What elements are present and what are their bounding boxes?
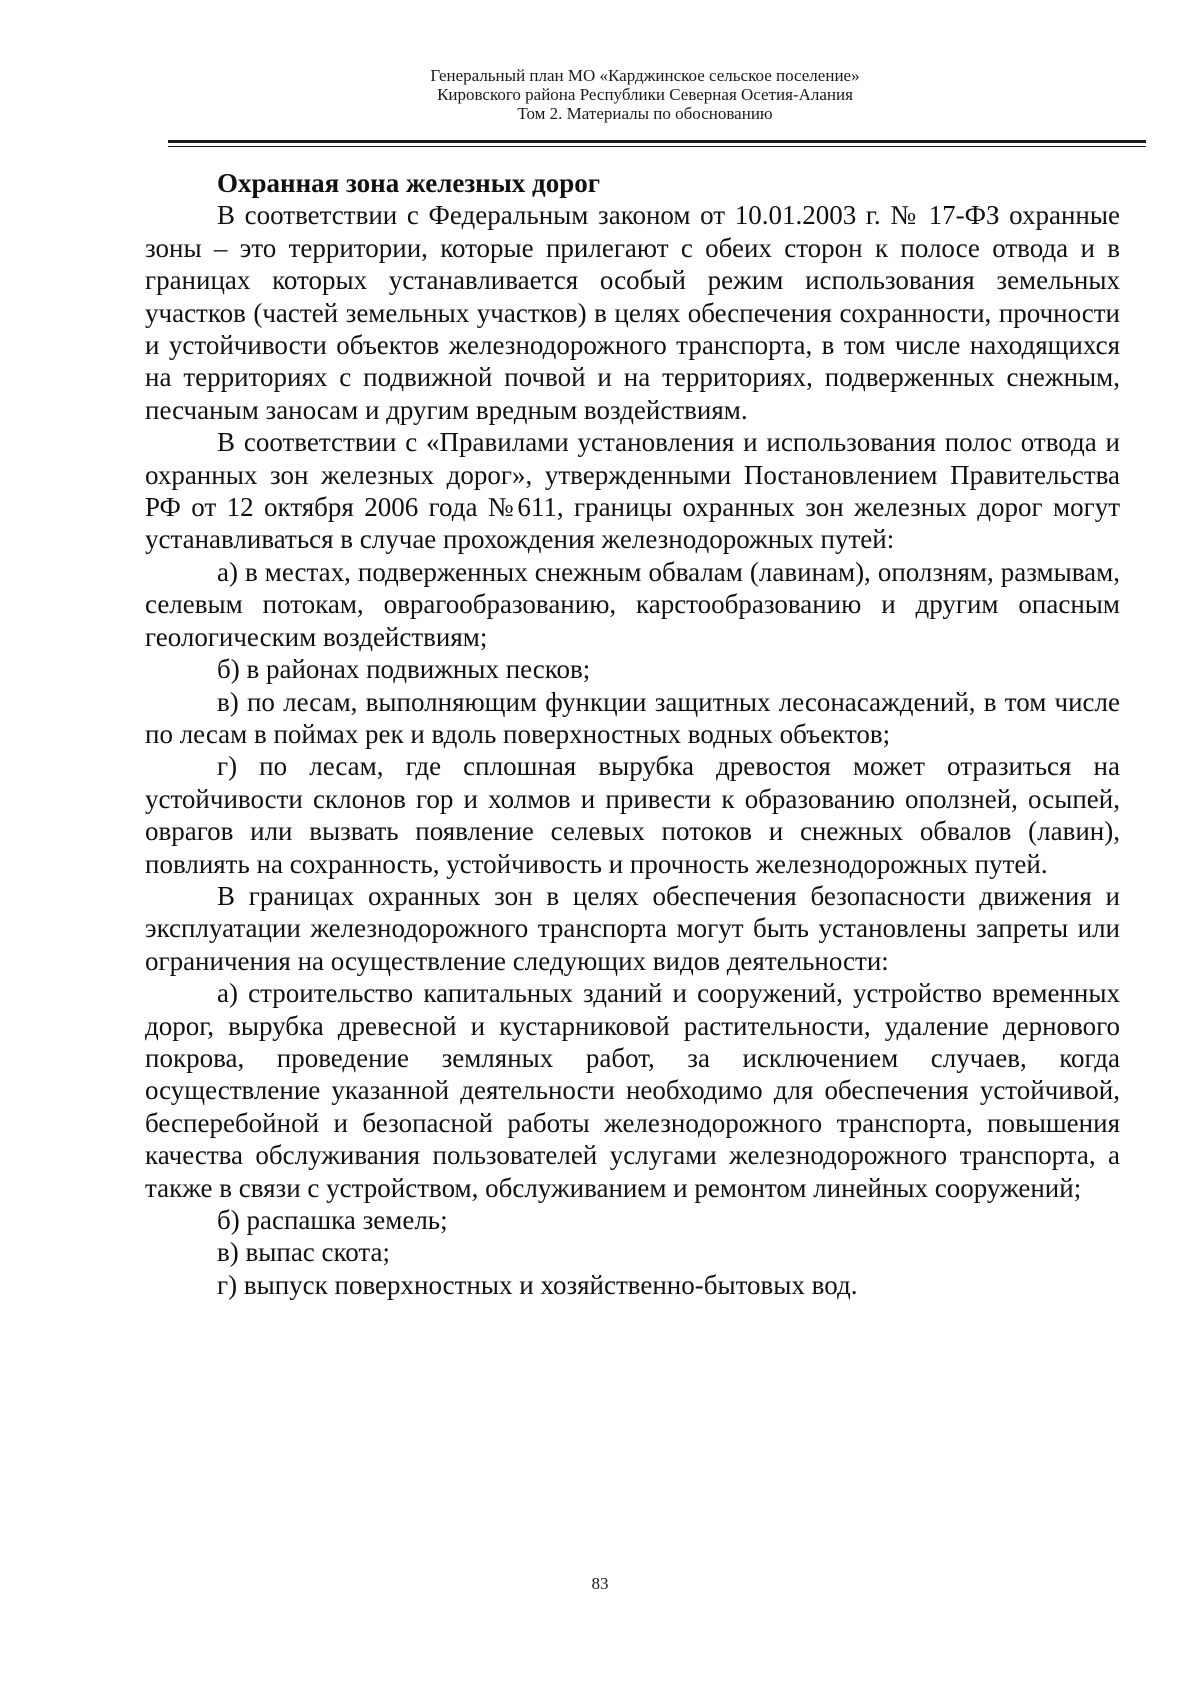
restriction-item-g: г) выпуск поверхностных и хозяйственно-бытовых вод. [217,1269,858,1300]
section-title: Охранная зона железных дорог [217,168,600,198]
document-header [145,66,1145,123]
header-line-3: Том 2. Материалы по обоснованию [517,104,773,123]
list-item-v: в) по лесам, выполняющим функции защитных лесонасаждений, в том числе по лесам в поймах рек и вдоль поверхностных водных объектов; [145,686,1120,749]
header-line-1: Генеральный план МО «Карджинское сельское поселение» [430,66,860,85]
paragraph-rules: В соответствии с «Правилами установления и использования полос отвода и охранных зон железных дорог», утвержденными Постановлением Правительства РФ от 12 октября 2006 года №611, границы охранных зон железных дорог могут устанавливаться в случае прохождения железнодорожных путей: [145,427,1120,555]
list-item-g: г) по лесам, где сплошная вырубка древостоя может отразиться на устойчивости склонов гор и холмов и привести к образованию оползней, осыпей, оврагов или вызвать появление селевых потоков и снежных обвалов (лавин), повлиять на сохранность, устойчивость и прочность железнодорожных путей. [145,751,1120,879]
header-divider-thin [168,146,1146,147]
document-body [145,167,1120,1301]
restriction-item-b: б) распашка земель; [217,1205,448,1235]
paragraph-federal-law: В соответствии с Федеральным законом от 10.01.2003 г. № 17-ФЗ охранные зоны – это территории, которые прилегают с обеих сторон к полосе отвода и в границах которых устанавливается особый режим использования земельных участков (частей земельных участков) в целях обеспечения сохранности, прочности и устойчивости объектов железнодорожного транспорта, в том числе находящихся на территориях с подвижной почвой и на территориях, подверженных снежным, песчаным заносам и другим вредным воздействиям. [145,200,1120,425]
header-divider-thick [168,140,1146,143]
list-item-b: б) в районах подвижных песков; [217,654,591,685]
restriction-item-v: в) выпас скота; [217,1237,391,1268]
list-item-a: а) в местах, подверженных снежным обвалам (лавинам), оползням, размывам, селевым потокам, оврагообразованию, карстообразованию и другим опасным геологическим воздействиям; [145,556,1120,652]
restriction-item-a: а) строительство капитальных зданий и сооружений, устройство временных дорог, вырубка древесной и кустарниковой растительности, удаление дернового покрова, проведение земляных работ, за исключением случаев, когда осуществление указанной деятельности необходимо для обеспечения устойчивой, бесперебойной и безопасной работы железнодорожного транспорта, повышения качества обслуживания пользователей услугами железнодорожного транспорта, а также в связи с устройством, обслуживанием и ремонтом линейных сооружений; [145,978,1120,1203]
header-line-2: Кировского района Республики Северная Осетия-Алания [437,85,853,104]
page-number: 83 [591,1574,609,1593]
paragraph-restrictions: В границах охранных зон в целях обеспечения безопасности движения и эксплуатации железнодорожного транспорта могут быть установлены запреты или ограничения на осуществление следующих видов деятельности: [145,880,1120,976]
